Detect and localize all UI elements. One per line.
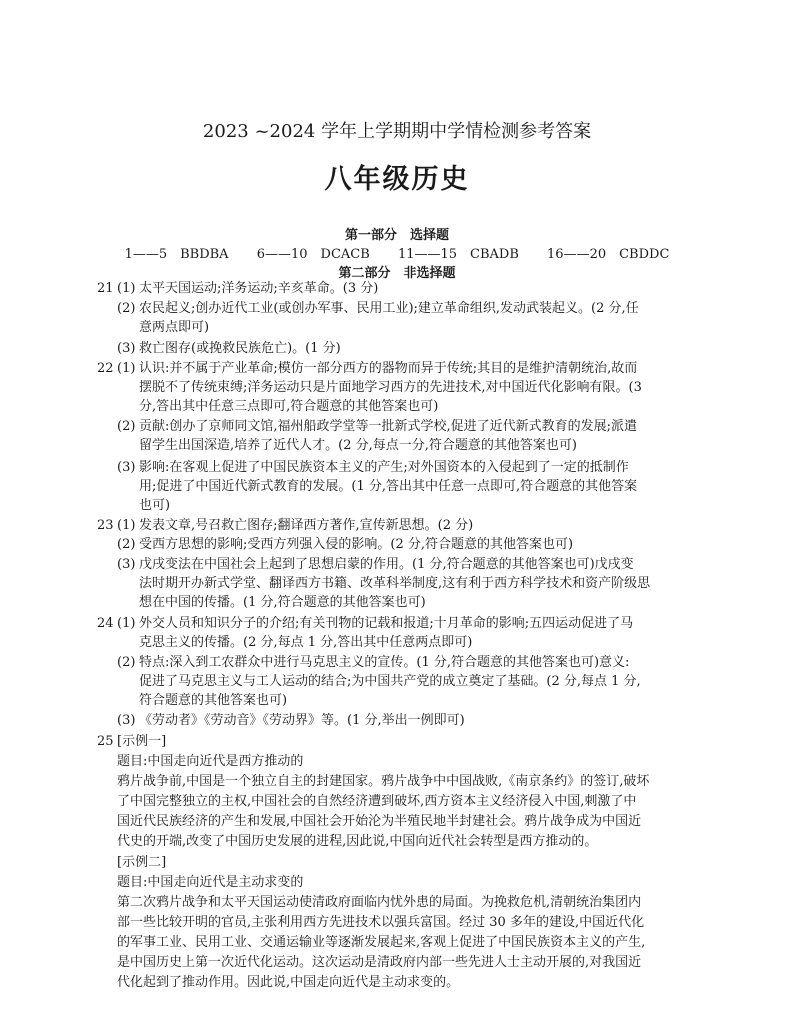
- choice-answer-group: 6——10 DCACB: [256, 247, 370, 262]
- example-line: 的军事工业、民用工业、交通运输业等逐渐发展起来,客观上促进了中国民族资本主义的产生,: [117, 935, 646, 950]
- item-text: 戊戌变法在中国社会上起到了思想启蒙的作用。(1 分,符合题意的其他答案也可)戊戌变 法时期开办新式学堂、翻译西方书籍、改革科举制度,这有利于西方科学技术和资产阶级思 想在中国的传播。(1 分,符合题意的其他答案也可): [139, 557, 651, 610]
- item-text: 特点:深入到工农群众中进行马克思主义的宣传。(1 分,符合题意的其他答案也可)意义: 促进了马克思主义与工人运动的结合;为中国共产党的成立奠定了基础。(2 分,每点 1 分, 符合题意的其他答案也可): [139, 655, 641, 708]
- answer-item: [117, 711, 689, 730]
- exam-title: 2023 ~2024 学年上学期期中学情检测参考答案: [202, 121, 592, 142]
- answer-item: [117, 458, 689, 515]
- example-line: 第二次鸦片战争和太平天国运动使清政府面临内忧外患的局面。为挽救危机,清朝统治集团内: [117, 895, 642, 910]
- item-label: (3): [117, 557, 136, 572]
- choice-answer-group: 11——15 CBADB: [397, 247, 519, 262]
- answer-item: [117, 555, 689, 612]
- example-one-label: [示例一]: [117, 734, 167, 749]
- item-label: (1): [117, 616, 136, 631]
- item-label: (1): [117, 281, 136, 296]
- example-line: 代化起到了推动作用。因此说,中国走向近代是主动求变的。: [117, 975, 460, 990]
- choice-answers-row: [0, 243, 794, 262]
- example-line: 了中国完整独立的主权,中国社会的自然经济遭到破坏,西方资本主义经济侵入中国,刺激了中: [117, 794, 637, 809]
- answer-item: [117, 535, 689, 554]
- item-text: 认识:并不属于产业革命;模仿一部分西方的器物而异于传统;其目的是维护清朝统治,故而 摆脱不了传统束缚;洋务运动只是片面地学习西方的先进技术,对中国近代化影响有限。(3 分,答出其中任意三点即可,符合题意的其他答案也可): [139, 361, 642, 414]
- answer-item: [117, 359, 689, 416]
- item-text: 太平天国运动;洋务运动;辛亥革命。(3 分): [139, 281, 379, 296]
- example-two-label: [示例二]: [117, 855, 167, 870]
- item-label: (2): [117, 301, 136, 316]
- part1-heading: 第一部分 选择题: [344, 228, 449, 243]
- item-text: 发表文章,号召救亡图存;翻译西方著作,宣传新思想。(2 分): [139, 518, 474, 533]
- answer-item: [117, 614, 689, 652]
- item-label: (2): [117, 419, 136, 434]
- part2-heading: 第二部分 非选择题: [338, 266, 456, 281]
- item-text: 外交人员和知识分子的介绍;有关刊物的记载和报道;十月革命的影响;五四运动促进了马 克思主义的传播。(2 分,每点 1 分,答出其中任意两点即可): [139, 616, 634, 650]
- choice-answer-group: 1——5 BBDBA: [124, 247, 229, 262]
- question-number: 22: [97, 361, 114, 376]
- example-line: 国近代民族经济的产生和发展,中国社会开始沦为半殖民地半封建社会。鸦片战争成为中国近: [117, 814, 642, 829]
- question-number: 21: [97, 281, 114, 296]
- example-one-topic: 题目:中国走向近代是西方推动的: [117, 754, 304, 769]
- answer-item: [117, 279, 689, 298]
- answer-item: [117, 653, 689, 710]
- item-text: 受西方思想的影响;受西方列强入侵的影响。(2 分,符合题意的其他答案也可): [139, 537, 574, 552]
- item-label: (1): [117, 361, 136, 376]
- example-line: 部一些比较开明的官员,主张利用西方先进技术以强兵富国。经过 30 多年的建设,中国近代化: [117, 915, 645, 930]
- item-label: (3): [117, 713, 136, 728]
- item-label: (2): [117, 655, 136, 670]
- answer-item: [117, 516, 689, 535]
- answer-item: [117, 417, 689, 455]
- item-text: 农民起义;创办近代工业(或创办军事、民用工业);建立革命组织,发动武装起义。(2 分,任 意两点即可): [139, 301, 639, 335]
- item-text: 《劳动者》《劳动音》《劳动界》等。(1 分,举出一例即可): [139, 713, 465, 728]
- item-text: 贡献:创办了京师同文馆,福州船政学堂等一批新式学校,促进了近代新式教育的发展;派遣 留学生出国深造,培养了近代人才。(2 分,每点一分,符合题意的其他答案也可): [139, 419, 638, 453]
- answer-item: [117, 339, 689, 358]
- example-two-topic: 题目:中国走向近代是主动求变的: [117, 875, 304, 890]
- item-text: 影响:在客观上促进了中国民族资本主义的产生;对外国资本的入侵起到了一定的抵制作 用;促进了中国近代新式教育的发展。(1 分,答出其中任意一点即可,符合题意的其他答案 也可): [139, 460, 638, 513]
- question-number: 23: [97, 518, 114, 533]
- example-line: 鸦片战争前,中国是一个独立自主的封建国家。鸦片战争中中国战败,《南京条约》的签订,破坏: [117, 774, 650, 789]
- example-line: 是中国历史上第一次近代化运动。这次运动是清政府内部一些先进人士主动开展的,对我国近: [117, 955, 642, 970]
- subject-title: 八年级历史: [324, 164, 470, 195]
- item-text: 救亡图存(或挽救民族危亡)。(1 分): [139, 341, 341, 356]
- item-label: (1): [117, 518, 136, 533]
- choice-answer-group: 16——20 CBDDC: [547, 247, 670, 262]
- example-line: 代史的开端,改变了中国历史发展的进程,因此说,中国向近代社会转型是西方推动的。: [117, 834, 598, 849]
- item-label: (2): [117, 537, 136, 552]
- question-number: 25: [97, 734, 114, 749]
- item-label: (3): [117, 341, 136, 356]
- answer-item: [117, 299, 689, 337]
- question-number: 24: [97, 616, 114, 631]
- item-label: (3): [117, 460, 136, 475]
